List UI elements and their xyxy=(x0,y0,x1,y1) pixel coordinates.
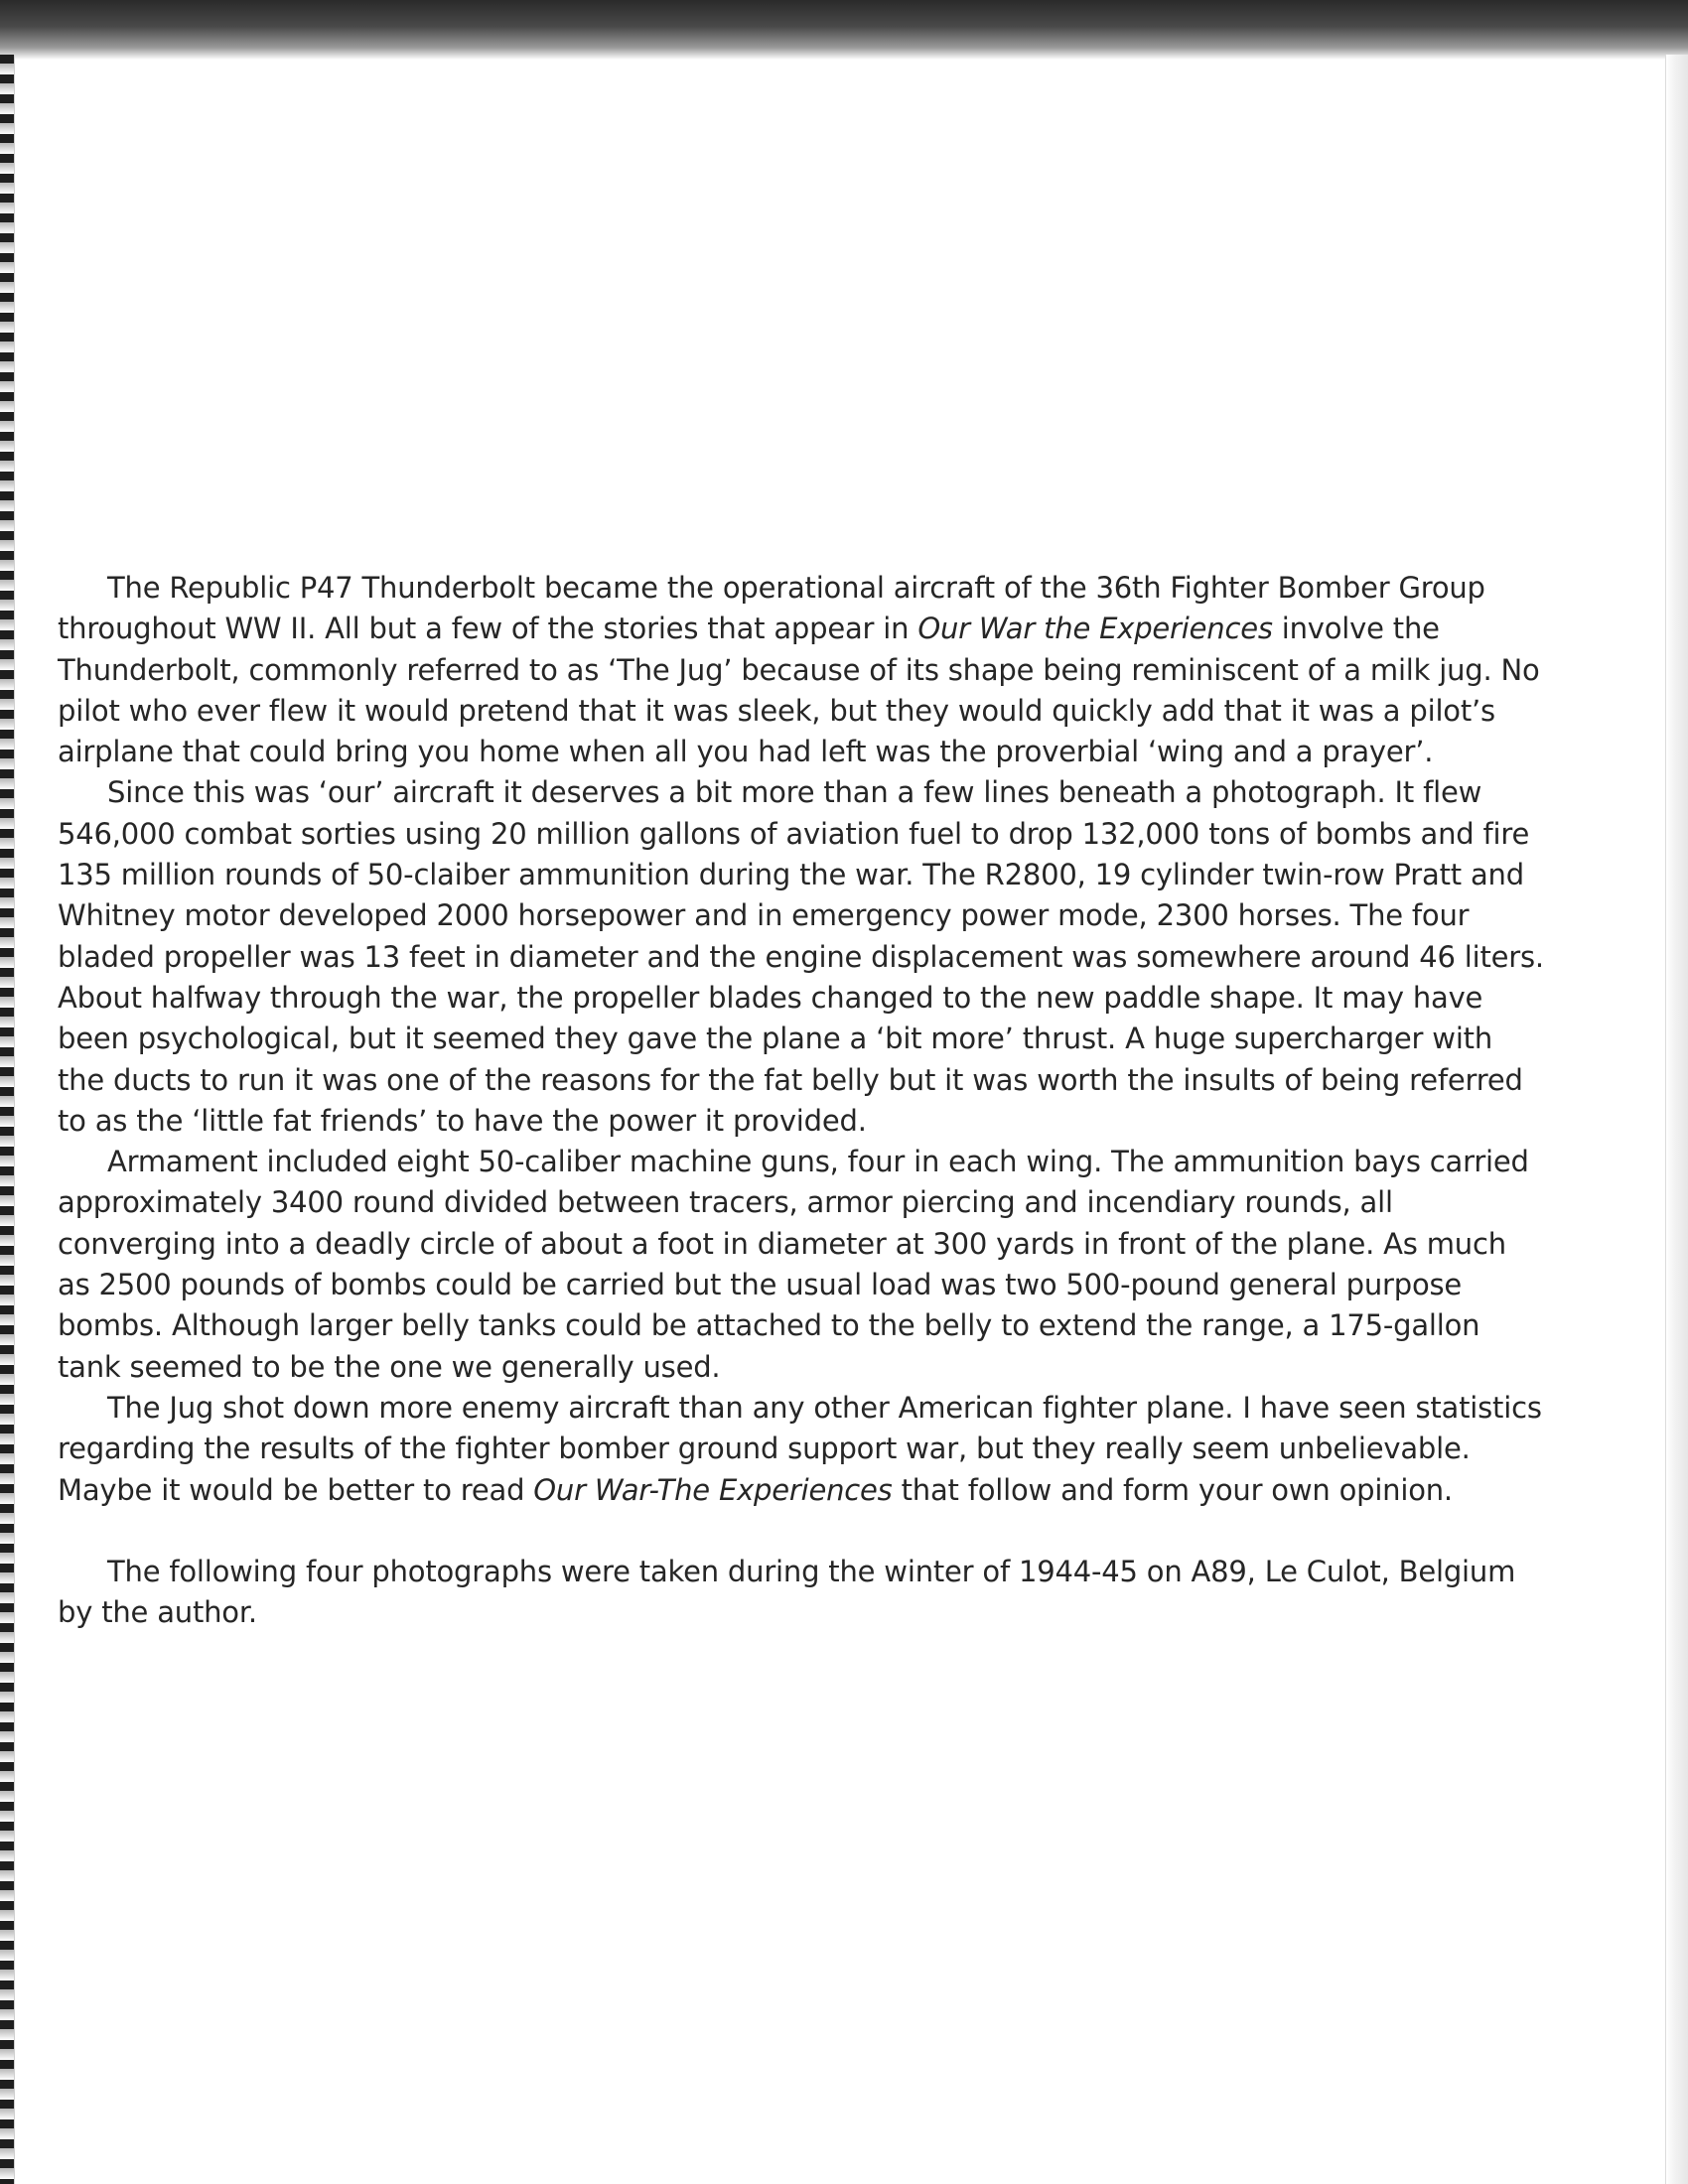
paragraph-aircraft-specs: Since this was ‘our’ aircraft it deserves a bit more than a few lines beneath a photograph. It flew 546,000 combat sorties using 20 million gallons of aviation fuel to drop 132,000 tons of bombs and fire 135 million rounds of 50-claiber ammunition during the war. The R2800, 19 cylinder twin-row Pratt and Whitney motor developed 2000 horsepower and in emergency power mode, 2300 horses. The four bladed propeller was 13 feet in diameter and the engine displacement was somewhere around 46 liters. About halfway through the war, the propeller blades changed to the new paddle shape. It may have been psychological, but it seemed they gave the plane a ‘bit more’ thrust. A huge supercharger with the ducts to run it was one of the reasons for the fat belly but it was worth the insults of being referred to as the ‘little fat friends’ to have the power it provided. xyxy=(58,775,1544,1138)
paragraph-text: The Republic P47 Thunderbolt became the operational aircraft of the 36th Fighter Bomber Group throughout WW II. All but a few of the stories that appear in xyxy=(58,571,1485,646)
spiral-binding xyxy=(0,55,15,2184)
paragraph-photographs-note: The following four photographs were taken during the winter of 1944-45 on A89, Le Culot, Belgium by the author. xyxy=(58,1554,1516,1630)
paragraph-thunderbolt-intro xyxy=(58,568,1547,772)
page-body xyxy=(58,568,1547,1633)
paragraph-jug-record xyxy=(58,1388,1547,1511)
paragraph-text: that follow and form your own opinion. xyxy=(892,1472,1453,1507)
scan-top-shadow xyxy=(0,0,1688,60)
paragraph-text: involve the Thunderbolt, commonly referred to as ‘The Jug’ because of its shape being reminiscent of a milk jug. No pilot who ever flew it would pretend that it was sleek, but they would quickly add that it was a pilot’s airplane that could bring you home when all you had left was the proverbial ‘wing and a prayer’. xyxy=(58,612,1540,769)
paragraph-text: The Jug shot down more enemy aircraft than any other American fighter plane. I have seen statistics regarding the results of the fighter bomber ground support war, but they really seem unbelievable. Maybe it would be better to read xyxy=(58,1390,1542,1507)
book-title-italic: Our War-The Experiences xyxy=(533,1472,893,1507)
scan-right-edge xyxy=(1665,55,1688,2184)
paragraph-armament: Armament included eight 50-caliber machine guns, four in each wing. The ammunition bays carried approximately 3400 round divided between tracers, armor piercing and incendiary rounds, all converging into a deadly circle of about a foot in diameter at 300 yards in front of the plane. As much as 2500 pounds of bombs could be carried but the usual load was two 500-pound general purpose bombs. Although larger belly tanks could be attached to the belly to extend the range, a 175-gallon tank seemed to be the one we generally used. xyxy=(58,1145,1529,1384)
book-title-italic: Our War the Experiences xyxy=(917,612,1273,646)
